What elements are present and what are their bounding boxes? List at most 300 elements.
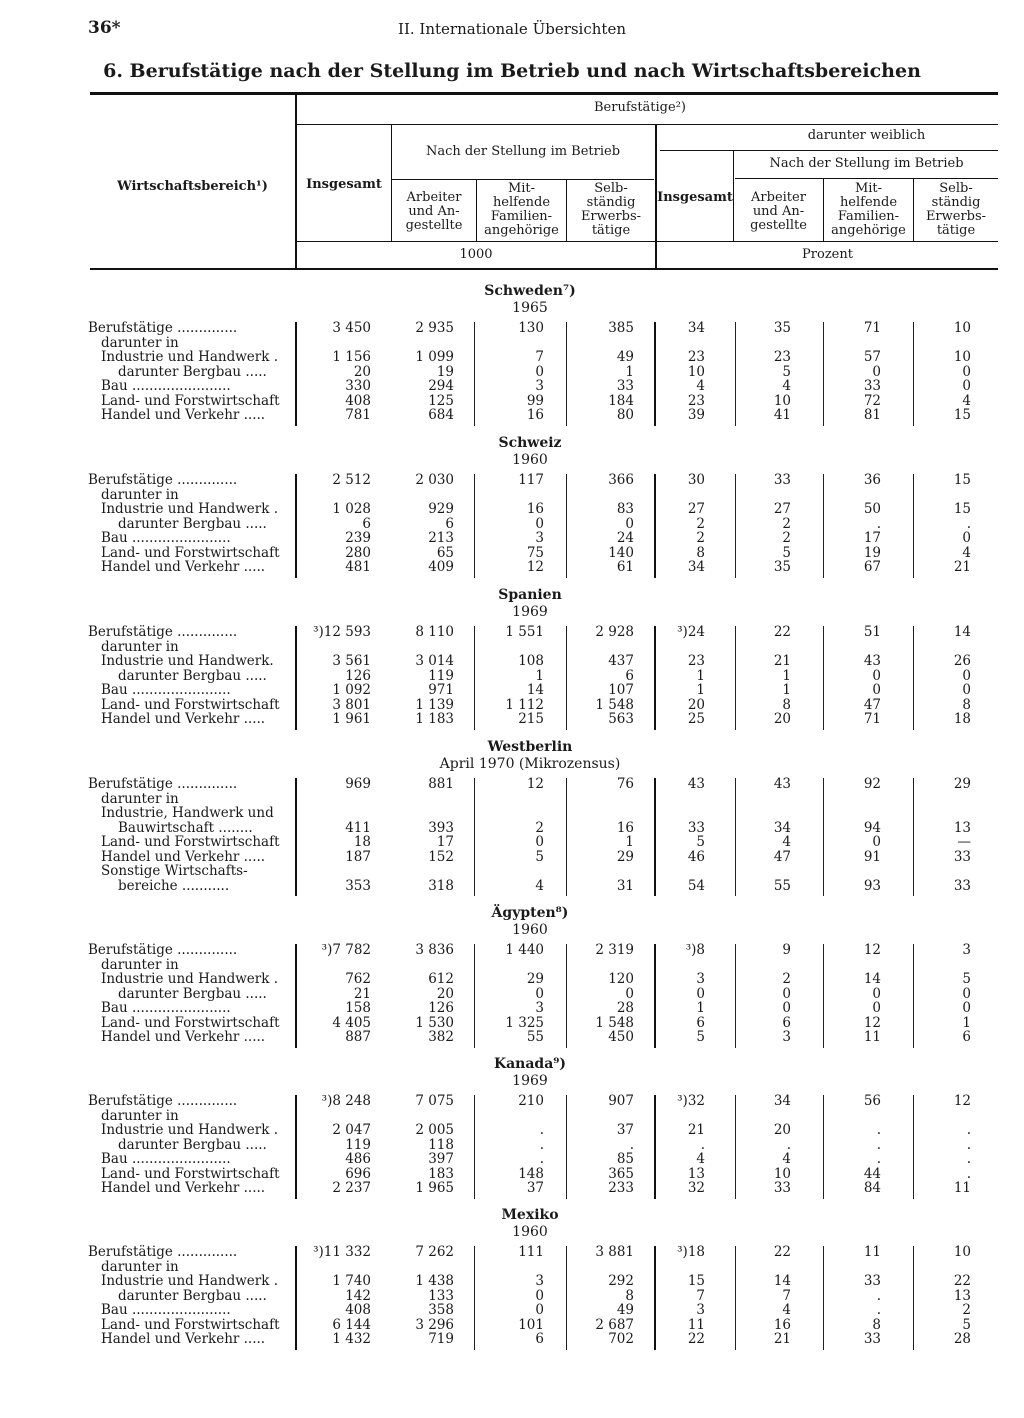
table-cell: ³)32 bbox=[677, 1093, 705, 1109]
table-cell: 0 bbox=[535, 363, 544, 380]
table-cell: 233 bbox=[608, 1180, 634, 1196]
table-cell: 409 bbox=[428, 559, 454, 575]
table-cell: 907 bbox=[608, 1093, 634, 1109]
table-cell: 0 bbox=[535, 834, 544, 850]
table-title: 6. Berufstätige nach der Stellung im Betrieb und nach Wirtschaftsbereichen bbox=[103, 60, 921, 82]
table-cell: 9 bbox=[782, 942, 791, 958]
table-cell: 7 bbox=[535, 349, 544, 365]
table-cell: 393 bbox=[428, 819, 454, 836]
table-cell: 18 bbox=[953, 711, 971, 727]
header-mithelfende-line: Familien- bbox=[837, 209, 900, 224]
table-cell: 3 296 bbox=[415, 1316, 454, 1333]
table-cell: 280 bbox=[345, 544, 371, 561]
table-cell: 6 bbox=[625, 667, 634, 684]
year-heading: 1969 bbox=[512, 1073, 548, 1089]
table-cell: 2 687 bbox=[595, 1316, 634, 1333]
table-cell: 2 bbox=[782, 530, 791, 546]
header-selbstaendig-w bbox=[914, 182, 998, 238]
table-cell: 3 bbox=[535, 530, 544, 546]
table-cell: 2 bbox=[782, 971, 791, 987]
table-cell: 2 928 bbox=[595, 624, 634, 640]
row-label: darunter Bergbau ..... bbox=[118, 515, 267, 532]
header-mithelfende-line: angehörige bbox=[831, 223, 906, 238]
table-cell: 1 bbox=[782, 682, 791, 698]
table-cell: 92 bbox=[863, 776, 881, 792]
table-cell: 65 bbox=[436, 544, 454, 561]
table-cell: 23 bbox=[687, 349, 705, 365]
table-cell: 111 bbox=[518, 1244, 544, 1260]
table-cell: 382 bbox=[428, 1029, 454, 1045]
table-cell: 28 bbox=[953, 1331, 971, 1347]
header-selbstaendig-line: Selb- bbox=[594, 181, 628, 196]
table-cell: 8 bbox=[962, 696, 971, 713]
header-mithelfende-line: Mit- bbox=[854, 181, 883, 196]
table-cell: 5 bbox=[962, 971, 971, 987]
row-label: Industrie und Handwerk . bbox=[101, 349, 279, 365]
table-cell: 23 bbox=[687, 392, 705, 409]
table-cell: 1 740 bbox=[332, 1273, 371, 1289]
table-cell: 21 bbox=[687, 1122, 705, 1138]
table-cell: 152 bbox=[428, 848, 454, 865]
table-cell: 1 099 bbox=[415, 349, 454, 365]
table-cell: . bbox=[966, 1165, 971, 1182]
table-cell: 20 bbox=[687, 696, 705, 713]
year-heading: 1960 bbox=[512, 1224, 548, 1240]
row-label: darunter in bbox=[101, 956, 179, 973]
table-cell: 0 bbox=[872, 985, 881, 1002]
table-cell: 5 bbox=[696, 834, 705, 850]
table-cell: 5 bbox=[782, 544, 791, 561]
row-label: Bau ....................... bbox=[101, 1151, 231, 1167]
table-cell: 22 bbox=[773, 624, 791, 640]
table-cell: 7 262 bbox=[415, 1244, 454, 1260]
unit-label-thousands: 1000 bbox=[459, 247, 493, 262]
table-cell: 4 bbox=[696, 378, 705, 394]
table-cell: 684 bbox=[428, 407, 454, 423]
year-heading: April 1970 (Mikrozensus) bbox=[439, 756, 621, 772]
table-cell: 35 bbox=[773, 320, 791, 336]
table-cell: 23 bbox=[687, 653, 705, 669]
country-heading: Ägypten⁸) bbox=[491, 905, 569, 921]
row-label: Handel und Verkehr ..... bbox=[101, 407, 266, 423]
row-label: Bau ....................... bbox=[101, 378, 231, 394]
table-cell: 33 bbox=[616, 378, 634, 394]
table-cell: 2 bbox=[782, 515, 791, 532]
table-cell: 85 bbox=[616, 1151, 634, 1167]
table-cell: 8 bbox=[696, 544, 705, 561]
table-cell: 2 bbox=[696, 530, 705, 546]
header-mithelfende-line: Familien- bbox=[490, 209, 553, 224]
table-cell: 14 bbox=[526, 682, 544, 698]
table-cell: 43 bbox=[773, 776, 791, 792]
table-cell: 385 bbox=[608, 320, 634, 336]
table-cell: 3 bbox=[696, 971, 705, 987]
row-label: Handel und Verkehr ..... bbox=[101, 848, 266, 865]
table-cell: 20 bbox=[773, 1122, 791, 1138]
row-label: Berufstätige .............. bbox=[88, 1093, 238, 1109]
header-arbeiter-line: und An- bbox=[752, 204, 805, 219]
table-cell: 1 548 bbox=[595, 1014, 634, 1031]
table-cell: 1 530 bbox=[415, 1014, 454, 1031]
table-cell: 1 438 bbox=[415, 1273, 454, 1289]
table-cell: 99 bbox=[526, 392, 544, 409]
table-cell: 2 237 bbox=[332, 1180, 371, 1196]
row-label: darunter in bbox=[101, 1258, 179, 1275]
table-cell: 16 bbox=[616, 819, 634, 836]
table-cell: 72 bbox=[863, 392, 881, 409]
table-cell: 7 bbox=[696, 1287, 705, 1304]
header-rule-berufstaetige bbox=[297, 124, 998, 125]
table-cell: 1 bbox=[535, 667, 544, 684]
table-cell: 437 bbox=[608, 653, 634, 669]
row-label: Bau ....................... bbox=[101, 682, 231, 698]
table-cell: . bbox=[876, 1151, 881, 1167]
row-label: Land- und Forstwirtschaft bbox=[101, 696, 280, 713]
unit-label-percent: Prozent bbox=[802, 247, 853, 262]
table-cell: 183 bbox=[428, 1165, 454, 1182]
table-cell: 13 bbox=[953, 819, 971, 836]
header-rule-stellung-w bbox=[735, 178, 998, 179]
table-cell: 3 836 bbox=[415, 942, 454, 958]
table-cell: 3 450 bbox=[332, 320, 371, 336]
table-cell: 36 bbox=[863, 472, 881, 488]
table-cell: 486 bbox=[345, 1151, 371, 1167]
table-cell: . bbox=[876, 1287, 881, 1304]
table-cell: 4 bbox=[962, 392, 971, 409]
table-cell: 11 bbox=[863, 1029, 881, 1045]
table-cell: . bbox=[876, 1302, 881, 1318]
table-cell: 2 047 bbox=[332, 1122, 371, 1138]
table-cell: 22 bbox=[953, 1273, 971, 1289]
header-darunter-weiblich: darunter weiblich bbox=[807, 128, 926, 143]
table-cell: 719 bbox=[428, 1331, 454, 1347]
table-cell: . bbox=[966, 515, 971, 532]
table-cell: 1 432 bbox=[332, 1331, 371, 1347]
table-cell: 34 bbox=[687, 559, 705, 575]
table-cell: ³)8 248 bbox=[321, 1093, 371, 1109]
table-cell: 33 bbox=[773, 472, 791, 488]
table-cell: 969 bbox=[345, 776, 371, 792]
header-rule-units bbox=[297, 241, 998, 242]
table-cell: 2 bbox=[962, 1302, 971, 1318]
header-mithelfende-line: angehörige bbox=[484, 223, 559, 238]
row-label: Handel und Verkehr ..... bbox=[101, 711, 266, 727]
table-cell: 29 bbox=[953, 776, 971, 792]
row-label: Land- und Forstwirtschaft bbox=[101, 1014, 280, 1031]
table-cell: 4 405 bbox=[332, 1014, 371, 1031]
table-cell: . bbox=[876, 1122, 881, 1138]
table-cell: 408 bbox=[345, 392, 371, 409]
table-cell: 67 bbox=[863, 559, 881, 575]
table-cell: 43 bbox=[687, 776, 705, 792]
table-cell: 71 bbox=[863, 711, 881, 727]
row-label: bereiche ........... bbox=[118, 877, 230, 894]
table-cell: 120 bbox=[608, 971, 634, 987]
table-cell: 25 bbox=[687, 711, 705, 727]
table-cell: 22 bbox=[687, 1331, 705, 1347]
header-nach-stellung-w: Nach der Stellung im Betrieb bbox=[769, 156, 964, 171]
row-label: darunter in bbox=[101, 638, 179, 655]
table-cell: 29 bbox=[616, 848, 634, 865]
table-cell: 18 bbox=[353, 834, 371, 850]
table-cell: . bbox=[876, 515, 881, 532]
table-cell: ³)8 bbox=[685, 942, 705, 958]
table-cell: 1 440 bbox=[505, 942, 544, 958]
header-nach-stellung: Nach der Stellung im Betrieb bbox=[425, 144, 621, 159]
table-cell: — bbox=[957, 834, 971, 850]
row-label: darunter in bbox=[101, 486, 179, 503]
table-cell: 35 bbox=[773, 559, 791, 575]
table-cell: 14 bbox=[863, 971, 881, 987]
table-cell: 318 bbox=[428, 877, 454, 894]
table-cell: 0 bbox=[872, 363, 881, 380]
table-cell: 6 bbox=[535, 1331, 544, 1347]
header-mithelfende-line: Mit- bbox=[507, 181, 536, 196]
header-selbstaendig-line: Selb- bbox=[939, 181, 973, 196]
table-cell: 12 bbox=[863, 942, 881, 958]
row-label: Berufstätige .............. bbox=[88, 624, 238, 640]
table-cell: 4 bbox=[696, 1151, 705, 1167]
country-heading: Westberlin bbox=[487, 739, 573, 755]
row-label: Bauwirtschaft ........ bbox=[118, 819, 253, 836]
table-cell: 41 bbox=[773, 407, 791, 423]
table-cell: 32 bbox=[687, 1180, 705, 1196]
table-cell: 0 bbox=[872, 667, 881, 684]
table-cell: 0 bbox=[625, 985, 634, 1002]
table-cell: 117 bbox=[518, 472, 544, 488]
table-cell: 1 325 bbox=[505, 1014, 544, 1031]
table-cell: 17 bbox=[863, 530, 881, 546]
table-cell: 71 bbox=[863, 320, 881, 336]
header-wirtschaftsbereich: Wirtschaftsbereich¹) bbox=[117, 179, 268, 194]
table-cell: 57 bbox=[863, 349, 881, 365]
table-cell: 3 bbox=[535, 1273, 544, 1289]
table-cell: 408 bbox=[345, 1302, 371, 1318]
table-cell: 7 075 bbox=[415, 1093, 454, 1109]
row-label: Industrie und Handwerk . bbox=[101, 501, 279, 517]
table-cell: 107 bbox=[608, 682, 634, 698]
table-cell: 1 965 bbox=[415, 1180, 454, 1196]
table-cell: 0 bbox=[962, 378, 971, 394]
row-label: darunter in bbox=[101, 334, 179, 351]
table-cell: 44 bbox=[863, 1165, 881, 1182]
table-cell: 24 bbox=[616, 530, 634, 546]
header-mithelfende-line: helfende bbox=[492, 195, 551, 210]
table-cell: 33 bbox=[953, 877, 971, 894]
table-cell: 3 bbox=[696, 1302, 705, 1318]
table-cell: 93 bbox=[863, 877, 881, 894]
header-insgesamt-w: Insgesamt bbox=[657, 190, 733, 205]
year-heading: 1965 bbox=[512, 300, 548, 316]
row-label: Land- und Forstwirtschaft bbox=[101, 1165, 280, 1182]
table-cell: 125 bbox=[428, 392, 454, 409]
table-cell: 3 bbox=[782, 1029, 791, 1045]
table-cell: 108 bbox=[518, 653, 544, 669]
table-cell: . bbox=[539, 1122, 544, 1138]
table-cell: 0 bbox=[696, 985, 705, 1002]
header-arbeiter-line: Arbeiter bbox=[751, 190, 806, 205]
row-label: Sonstige Wirtschafts- bbox=[101, 863, 248, 879]
table-cell: 215 bbox=[518, 711, 544, 727]
table-cell: 6 bbox=[782, 1014, 791, 1031]
table-cell: 239 bbox=[345, 530, 371, 546]
table-cell: 971 bbox=[428, 682, 454, 698]
row-label: darunter Bergbau ..... bbox=[118, 667, 267, 684]
row-label: Handel und Verkehr ..... bbox=[101, 1029, 266, 1045]
table-cell: 20 bbox=[353, 363, 371, 380]
table-cell: 11 bbox=[953, 1180, 971, 1196]
table-cell: 3 014 bbox=[415, 653, 454, 669]
row-label: Berufstätige .............. bbox=[88, 776, 238, 792]
country-heading: Schweiz bbox=[498, 435, 562, 451]
table-cell: 184 bbox=[608, 392, 634, 409]
table-cell: ³)12 593 bbox=[313, 624, 371, 640]
table-cell: . bbox=[700, 1136, 705, 1153]
table-cell: 15 bbox=[687, 1273, 705, 1289]
row-label: Industrie, Handwerk und bbox=[101, 805, 274, 821]
table-cell: . bbox=[966, 1136, 971, 1153]
table-cell: 12 bbox=[953, 1093, 971, 1109]
table-cell: 140 bbox=[608, 544, 634, 561]
row-label: darunter Bergbau ..... bbox=[118, 1287, 267, 1304]
table-cell: ³)18 bbox=[677, 1244, 705, 1260]
table-cell: 2 030 bbox=[415, 472, 454, 488]
table-cell: 54 bbox=[687, 877, 705, 894]
row-label: darunter Bergbau ..... bbox=[118, 363, 267, 380]
top-rule bbox=[90, 92, 998, 95]
header-selbstaendig-line: ständig bbox=[586, 195, 636, 210]
table-cell: 158 bbox=[345, 1000, 371, 1016]
country-heading: Spanien bbox=[498, 587, 562, 603]
table-cell: 450 bbox=[608, 1029, 634, 1045]
table-cell: 7 bbox=[782, 1287, 791, 1304]
table-cell: 0 bbox=[872, 834, 881, 850]
table-cell: 0 bbox=[872, 1000, 881, 1016]
table-cell: 46 bbox=[687, 848, 705, 865]
table-cell: 13 bbox=[953, 1287, 971, 1304]
table-cell: 1 bbox=[696, 667, 705, 684]
table-cell: 8 110 bbox=[415, 624, 454, 640]
table-cell: 0 bbox=[535, 515, 544, 532]
table-cell: 33 bbox=[863, 1273, 881, 1289]
row-label: darunter in bbox=[101, 1107, 179, 1124]
table-cell: 5 bbox=[782, 363, 791, 380]
row-label: Berufstätige .............. bbox=[88, 942, 238, 958]
table-cell: 881 bbox=[428, 776, 454, 792]
table-cell: 1 bbox=[625, 834, 634, 850]
table-cell: 411 bbox=[345, 819, 371, 836]
table-cell: 28 bbox=[616, 1000, 634, 1016]
header-arbeiter bbox=[392, 191, 476, 233]
header-rule-stellung bbox=[392, 179, 654, 180]
table-cell: 21 bbox=[773, 653, 791, 669]
table-cell: 2 bbox=[535, 819, 544, 836]
table-cell: 1 112 bbox=[505, 696, 544, 713]
header-arbeiter-w bbox=[734, 191, 823, 233]
header-mithelfende-line: helfende bbox=[839, 195, 898, 210]
table-cell: 1 551 bbox=[505, 624, 544, 640]
table-cell: 49 bbox=[616, 1302, 634, 1318]
country-heading: Mexiko bbox=[501, 1207, 559, 1223]
table-cell: . bbox=[876, 1136, 881, 1153]
table-cell: . bbox=[629, 1136, 634, 1153]
table-cell: 5 bbox=[696, 1029, 705, 1045]
table-cell: ³)11 332 bbox=[313, 1244, 371, 1260]
table-cell: 397 bbox=[428, 1151, 454, 1167]
table-cell: 294 bbox=[428, 378, 454, 394]
row-label: darunter Bergbau ..... bbox=[118, 985, 267, 1002]
row-label: darunter Bergbau ..... bbox=[118, 1136, 267, 1153]
table-cell: 16 bbox=[526, 407, 544, 423]
row-label: Land- und Forstwirtschaft bbox=[101, 834, 280, 850]
table-cell: 563 bbox=[608, 711, 634, 727]
table-cell: 20 bbox=[773, 711, 791, 727]
table-cell: 16 bbox=[526, 501, 544, 517]
table-cell: 55 bbox=[773, 877, 791, 894]
table-cell: 0 bbox=[872, 682, 881, 698]
header-selbstaendig-line: ständig bbox=[931, 195, 981, 210]
table-cell: 1 bbox=[962, 1014, 971, 1031]
table-cell: 781 bbox=[345, 407, 371, 423]
table-cell: 0 bbox=[782, 1000, 791, 1016]
table-cell: 210 bbox=[518, 1093, 544, 1109]
table-cell: . bbox=[966, 1122, 971, 1138]
table-cell: 13 bbox=[687, 1165, 705, 1182]
header-arbeiter-line: Arbeiter bbox=[406, 190, 462, 205]
table-cell: 1 bbox=[696, 682, 705, 698]
table-cell: 29 bbox=[526, 971, 544, 987]
table-cell: 51 bbox=[863, 624, 881, 640]
table-cell: 16 bbox=[773, 1316, 791, 1333]
table-cell: 1 092 bbox=[332, 682, 371, 698]
table-cell: 0 bbox=[962, 1000, 971, 1016]
table-cell: 23 bbox=[773, 349, 791, 365]
table-cell: 43 bbox=[863, 653, 881, 669]
table-cell: 8 bbox=[872, 1316, 881, 1333]
table-cell: 6 144 bbox=[332, 1316, 371, 1333]
table-cell: 21 bbox=[953, 559, 971, 575]
table-cell: 34 bbox=[773, 1093, 791, 1109]
table-cell: 10 bbox=[953, 1244, 971, 1260]
year-heading: 1960 bbox=[512, 452, 548, 468]
table-cell: 762 bbox=[345, 971, 371, 987]
table-cell: ³)7 782 bbox=[321, 942, 371, 958]
row-label: Bau ....................... bbox=[101, 1000, 231, 1016]
table-cell: 19 bbox=[436, 363, 454, 380]
table-cell: 612 bbox=[428, 971, 454, 987]
table-cell: 213 bbox=[428, 530, 454, 546]
table-cell: 1 961 bbox=[332, 711, 371, 727]
table-cell: 22 bbox=[773, 1244, 791, 1260]
table-cell: 0 bbox=[962, 530, 971, 546]
table-cell: 17 bbox=[436, 834, 454, 850]
row-label: Bau ....................... bbox=[101, 1302, 231, 1318]
table-cell: 130 bbox=[518, 320, 544, 336]
table-cell: 14 bbox=[773, 1273, 791, 1289]
table-cell: 39 bbox=[687, 407, 705, 423]
table-cell: 83 bbox=[616, 501, 634, 517]
row-label: Berufstätige .............. bbox=[88, 1244, 238, 1260]
table-cell: 94 bbox=[863, 819, 881, 836]
table-cell: 887 bbox=[345, 1029, 371, 1045]
table-cell: 6 bbox=[962, 1029, 971, 1045]
table-cell: 2 935 bbox=[415, 320, 454, 336]
table-cell: 4 bbox=[782, 834, 791, 850]
table-cell: 0 bbox=[535, 985, 544, 1002]
table-cell: 6 bbox=[362, 515, 371, 532]
table-cell: 49 bbox=[616, 349, 634, 365]
table-cell: 1 156 bbox=[332, 349, 371, 365]
